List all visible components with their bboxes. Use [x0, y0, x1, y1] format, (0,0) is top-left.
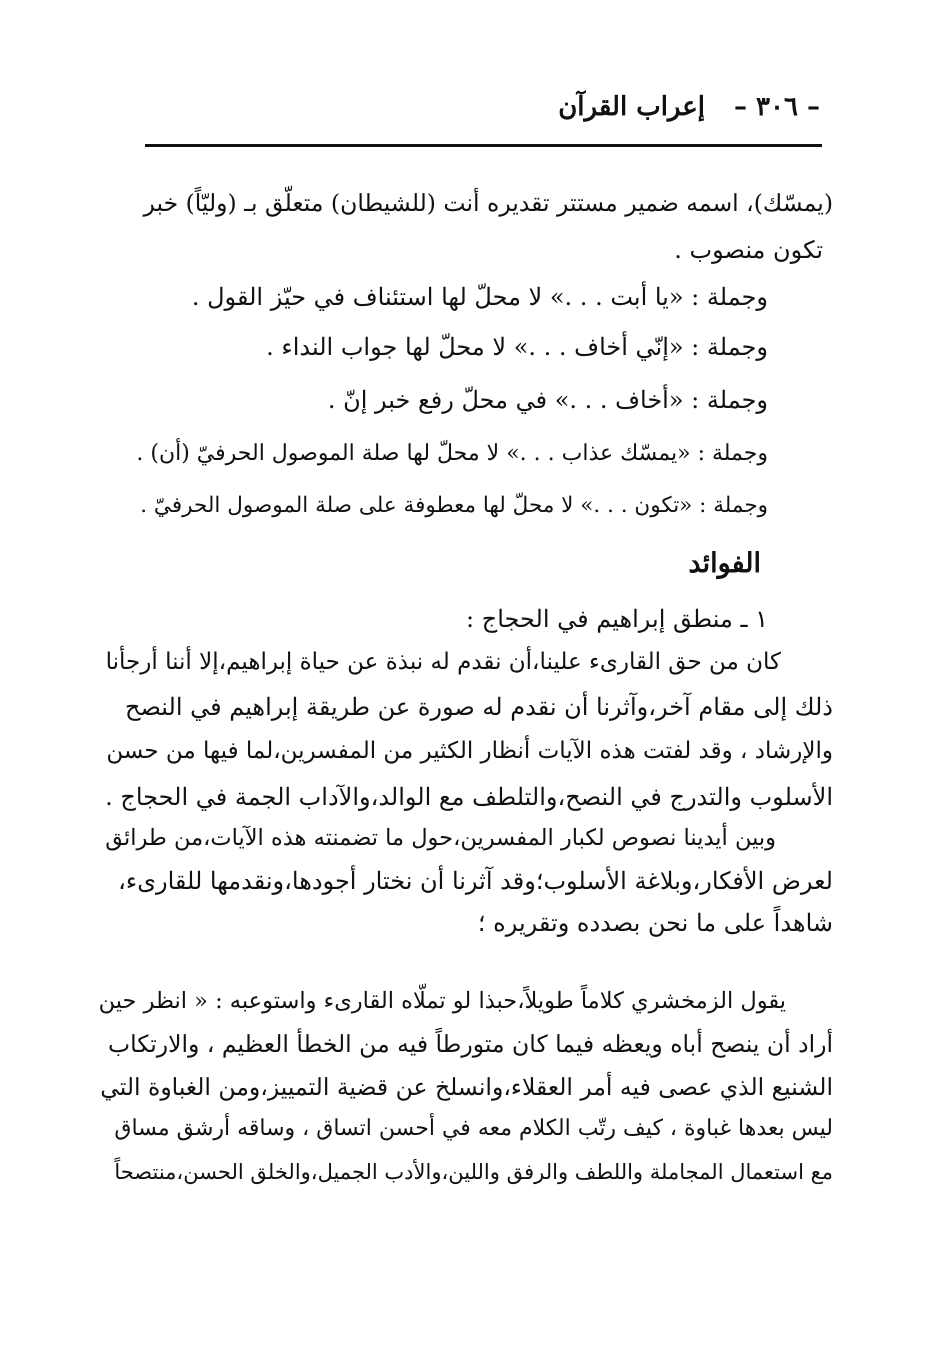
paragraph-line: أراد أن ينصح أباه ويعظه فيما كان متورطاً فيه من الخطأ العظيم ، والارتكاب: [107, 1030, 833, 1058]
running-title: إعراب القرآن: [558, 92, 705, 122]
paragraph-line: الشنيع الذي عصى فيه أمر العقلاء،وانسلخ عن قضية التمييز،ومن الغباوة التي: [100, 1073, 833, 1101]
paragraph-line: الأسلوب والتدرج في النصح،والتلطف مع الوالد،والآداب الجمة في الحجاج .: [105, 783, 833, 811]
subheading: ١ ـ منطق إبراهيم في الحجاج :: [466, 605, 768, 633]
text-line: تكون منصوب .: [674, 236, 823, 264]
paragraph-line: لعرض الأفكار،وبلاغة الأسلوب؛وقد آثرنا أن نختار أجودها،ونقدمها للقارىء،: [118, 867, 833, 895]
sentence-line: وجملة : «تكون . . .» لا محلّ لها معطوفة على صلة الموصول الحرفيّ .: [140, 493, 768, 518]
paragraph-line: كان من حق القارىء علينا،أن نقدم له نبذة عن حياة إبراهيم،إلا أننا أرجأنا: [105, 649, 781, 675]
paragraph-line: ذلك إلى مقام آخر،وآثرنا أن نقدم له صورة عن طريقة إبراهيم في النصح: [124, 693, 833, 721]
paragraph-line: والإرشاد ، وقد لفتت هذه الآيات أنظار الكثير من المفسرين،لما فيها من حسن: [106, 738, 833, 764]
paragraph-line: مع استعمال المجاملة واللطف والرفق واللين،والأدب الجميل،والخلق الحسن،منتصحاً: [114, 1160, 833, 1184]
paragraph-line: وبين أيدينا نصوص لكبار المفسرين،حول ما تضمنته هذه الآيات،من طرائق: [105, 825, 776, 851]
sentence-line: وجملة : «يا أبت . . .» لا محلّ لها استئناف في حيّز القول .: [191, 283, 768, 311]
text-line: (يمسّك)، اسمه ضمير مستتر تقديره أنت (للشيطان) متعلّق بـ (وليّاً) خبر: [143, 189, 833, 217]
paragraph-line: ليس بعدها غباوة ، كيف رتّب الكلام معه في أحسن اتساق ، وساقه أرشق مساق: [114, 1116, 833, 1141]
page-header: [145, 92, 820, 142]
header-rule: [145, 144, 822, 147]
page-number: – ٣٠٦ –: [733, 92, 820, 122]
paragraph-line: شاهداً على ما نحن بصدده وتقريره ؛: [477, 909, 833, 937]
section-heading: الفوائد: [688, 548, 761, 579]
sentence-line: وجملة : «إنّي أخاف . . .» لا محلّ لها جواب النداء .: [266, 333, 768, 361]
paragraph-line: يقول الزمخشري كلاماً طويلاً،حبذا لو تملّاه القارىء واستوعبه : « انظر حين: [98, 988, 786, 1014]
sentence-line: وجملة : «أخاف . . .» في محلّ رفع خبر إنّ .: [327, 386, 768, 414]
sentence-line: وجملة : «يمسّك عذاب . . .» لا محلّ لها صلة الموصول الحرفيّ (أن) .: [136, 441, 768, 466]
